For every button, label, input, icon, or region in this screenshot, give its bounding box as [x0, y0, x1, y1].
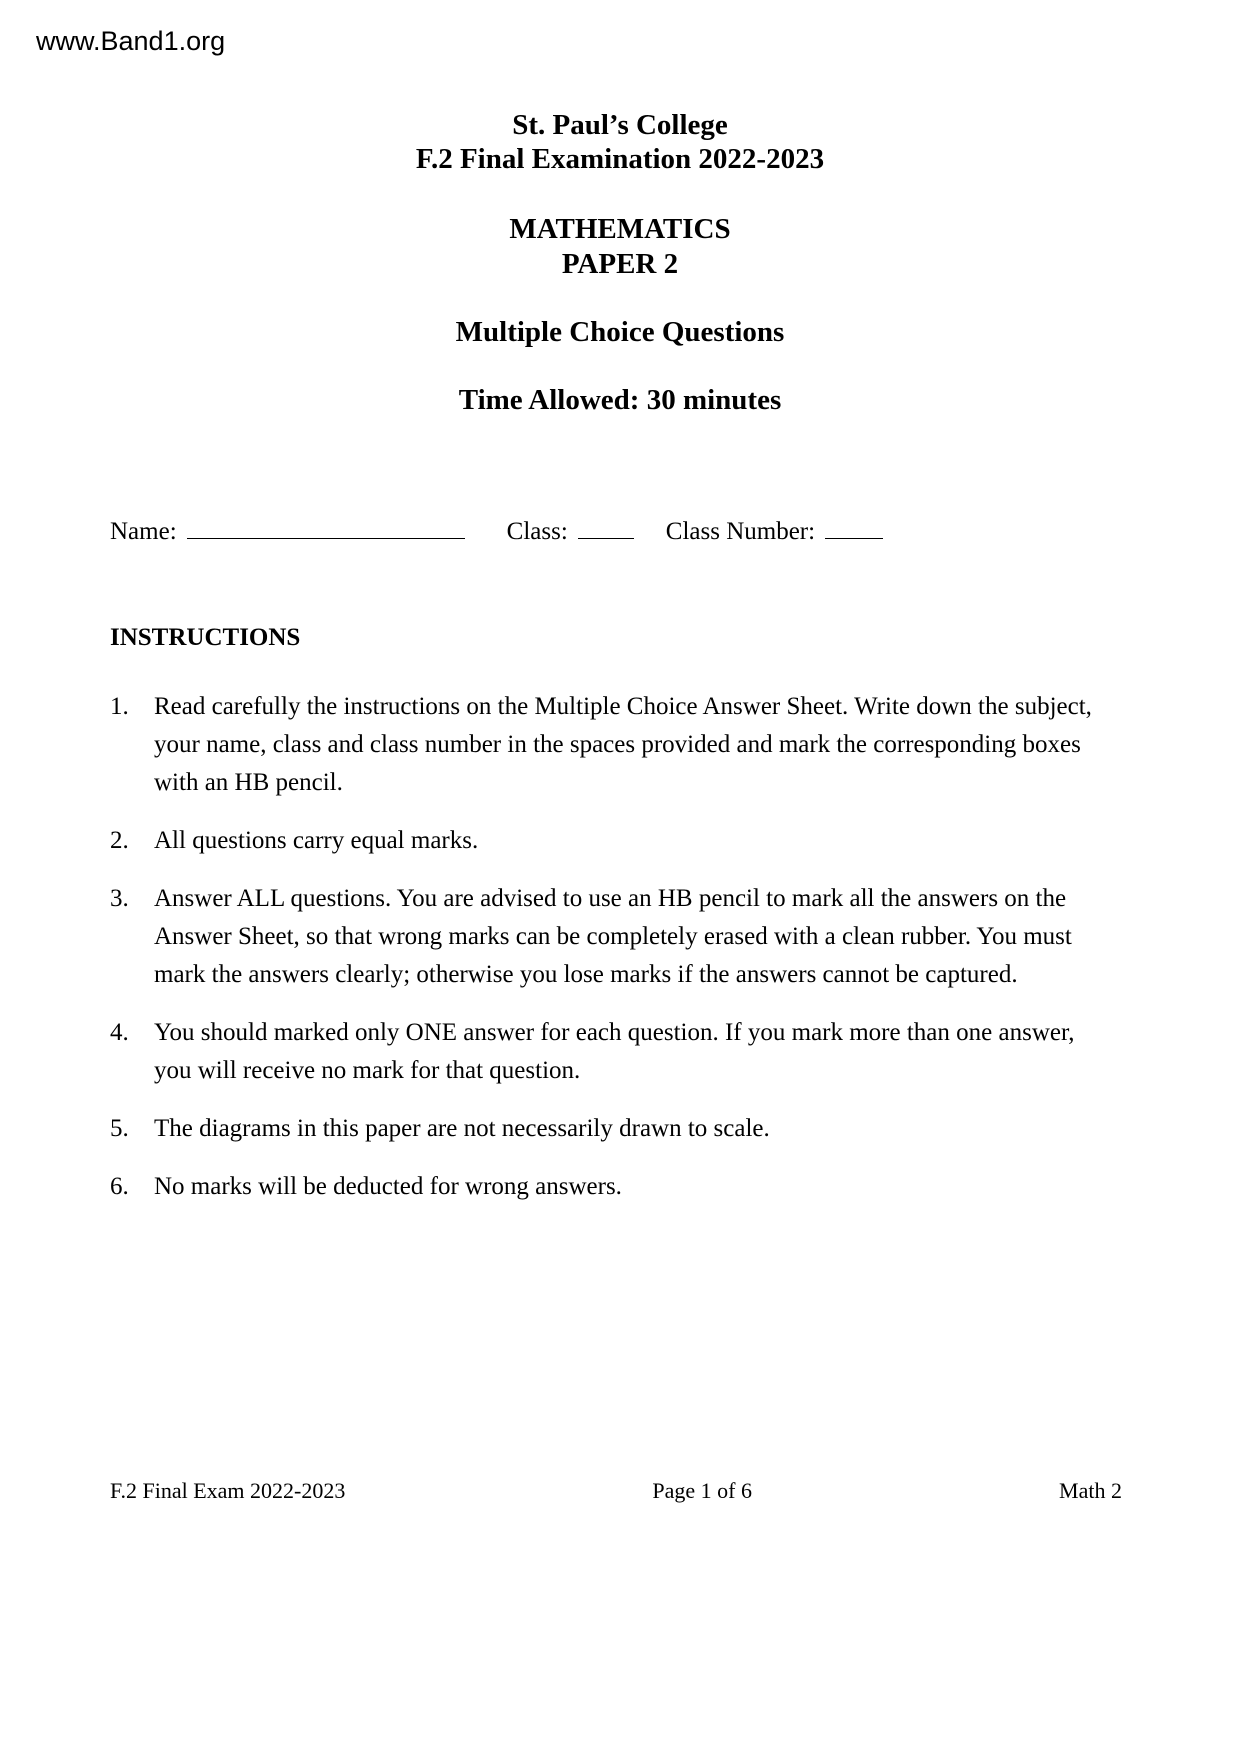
instruction-item: [110, 688, 1118, 802]
instructions-section: [0, 624, 1240, 1206]
instruction-text: Read carefully the instructions on the Multiple Choice Answer Sheet. Write down the subject, your name, class and class number in the spaces provided and mark the corresponding boxes with an HB pencil.: [154, 693, 1092, 797]
instruction-number: 6.: [110, 1173, 129, 1201]
name-label: Name:: [110, 518, 177, 546]
paper-number: PAPER 2: [561, 247, 679, 280]
school-name: St. Paul’s College: [512, 109, 728, 141]
class-number-blank-line: [825, 517, 883, 539]
instruction-number: 5.: [110, 1115, 129, 1143]
watermark: www.Band1.org: [36, 26, 226, 56]
paper-header: [0, 0, 1240, 417]
instruction-item: [110, 880, 1118, 994]
instructions-title: INSTRUCTIONS: [110, 624, 301, 652]
instruction-text: Answer ALL questions. You are advised to use an HB pencil to mark all the answers on the Answer Sheet, so that wrong marks can be completely erased with a clean rubber. You must mark the answers clearly; otherwise you lose marks if the answers cannot be captured.: [154, 885, 1072, 989]
spacer: [0, 176, 1240, 212]
page-footer: [0, 1478, 1240, 1504]
instruction-number: 1.: [110, 693, 129, 721]
instruction-item: [110, 1014, 1118, 1090]
instruction-text: No marks will be deducted for wrong answers.: [154, 1173, 622, 1201]
footer-exam-name: F.2 Final Exam 2022-2023: [110, 1478, 346, 1503]
instruction-text: All questions carry equal marks.: [154, 827, 479, 855]
class-label: Class:: [506, 518, 568, 546]
instruction-number: 3.: [110, 885, 129, 913]
name-blank-line: [187, 517, 465, 539]
instruction-number: 2.: [110, 827, 129, 855]
spacer: [0, 349, 1240, 383]
exam-title: F.2 Final Examination 2022-2023: [415, 143, 825, 176]
instruction-item: [110, 1110, 1118, 1148]
student-info-row: [0, 517, 1240, 546]
time-allowed: Time Allowed: 30 minutes: [458, 384, 782, 417]
instruction-text: The diagrams in this paper are not necessarily drawn to scale.: [154, 1115, 770, 1143]
instruction-number: 4.: [110, 1019, 129, 1047]
spacer: [0, 281, 1240, 315]
instruction-item: [110, 1168, 1118, 1206]
subject-title: MATHEMATICS: [509, 213, 731, 246]
footer-subject-code: Math 2: [1059, 1478, 1122, 1503]
instruction-item: [110, 822, 1118, 860]
footer-page-number: Page 1 of 6: [652, 1478, 752, 1503]
section-title: Multiple Choice Questions: [455, 315, 785, 348]
class-blank-line: [578, 517, 634, 539]
class-number-label: Class Number:: [665, 518, 816, 546]
instruction-text: You should marked only ONE answer for each question. If you mark more than one answer, you will receive no mark for that question.: [154, 1019, 1075, 1085]
